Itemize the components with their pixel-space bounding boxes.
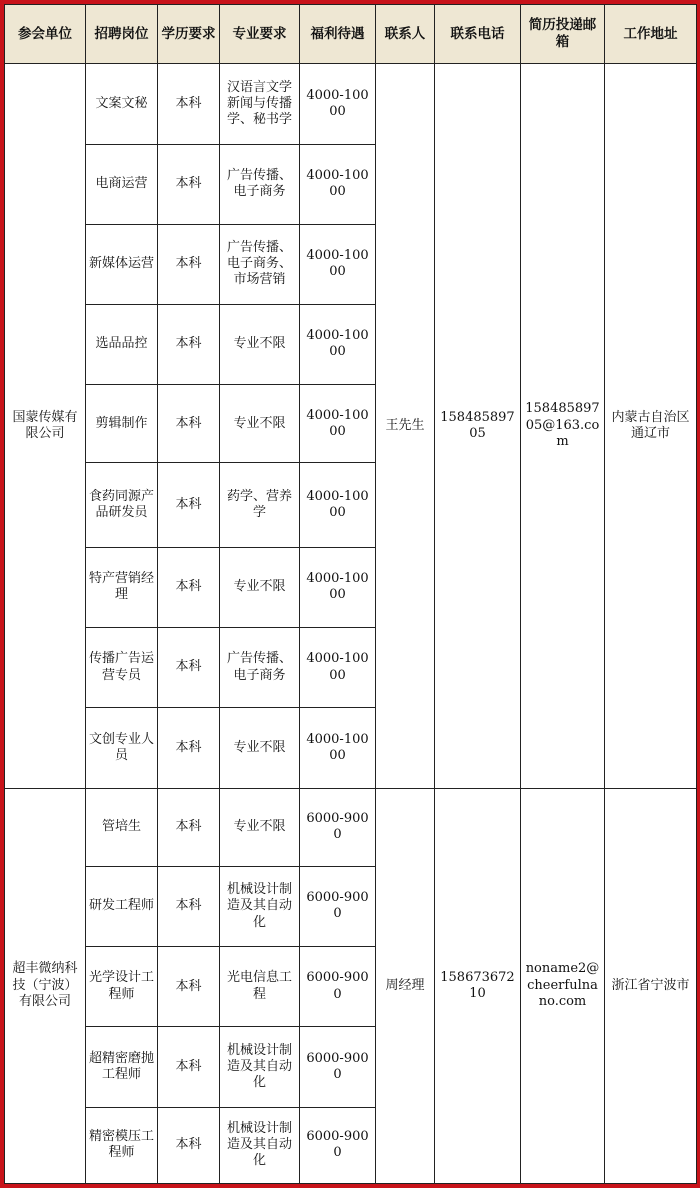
- table-row: [5, 788, 697, 866]
- job-salary: 4000-10000: [300, 304, 376, 384]
- contact-phone: 15867367210: [435, 788, 521, 1183]
- job-education: 本科: [158, 145, 220, 224]
- job-position: 文创专业人员: [86, 708, 158, 788]
- header-phone: 联系电话: [435, 5, 521, 64]
- job-salary: 4000-10000: [300, 224, 376, 304]
- job-salary: 4000-10000: [300, 145, 376, 224]
- job-salary: 4000-10000: [300, 627, 376, 707]
- contact-person: 周经理: [376, 788, 435, 1183]
- header-email: 简历投递邮箱: [521, 5, 605, 64]
- job-education: 本科: [158, 708, 220, 788]
- contact-person: 王先生: [376, 64, 435, 789]
- job-salary: 6000-9000: [300, 866, 376, 946]
- job-major: 专业不限: [220, 547, 300, 627]
- job-salary: 6000-9000: [300, 947, 376, 1027]
- job-position: 精密模压工程师: [86, 1107, 158, 1183]
- header-salary: 福利待遇: [300, 5, 376, 64]
- job-position: 超精密磨抛工程师: [86, 1027, 158, 1107]
- job-major: 机械设计制造及其自动化: [220, 1107, 300, 1183]
- job-salary: 6000-9000: [300, 1027, 376, 1107]
- job-education: 本科: [158, 866, 220, 946]
- job-education: 本科: [158, 463, 220, 547]
- resume-email: 15848589705@163.com: [521, 64, 605, 789]
- recruitment-table: [4, 4, 697, 1184]
- job-education: 本科: [158, 304, 220, 384]
- job-major: 广告传播、电子商务: [220, 145, 300, 224]
- job-education: 本科: [158, 947, 220, 1027]
- job-education: 本科: [158, 547, 220, 627]
- header-position: 招聘岗位: [86, 5, 158, 64]
- table-row: [5, 64, 697, 145]
- job-major: 专业不限: [220, 385, 300, 463]
- job-major: 广告传播、电子商务: [220, 627, 300, 707]
- job-position: 传播广告运营专员: [86, 627, 158, 707]
- header-row: [5, 5, 697, 64]
- job-education: 本科: [158, 224, 220, 304]
- job-education: 本科: [158, 1107, 220, 1183]
- job-position: 剪辑制作: [86, 385, 158, 463]
- job-major: 广告传播、电子商务、市场营销: [220, 224, 300, 304]
- resume-email: noname2@cheerfulnano.com: [521, 788, 605, 1183]
- contact-phone: 15848589705: [435, 64, 521, 789]
- job-position: 选品品控: [86, 304, 158, 384]
- header-contact: 联系人: [376, 5, 435, 64]
- job-salary: 4000-10000: [300, 708, 376, 788]
- header-company: 参会单位: [5, 5, 86, 64]
- job-education: 本科: [158, 788, 220, 866]
- job-major: 专业不限: [220, 304, 300, 384]
- job-education: 本科: [158, 1027, 220, 1107]
- job-major: 光电信息工程: [220, 947, 300, 1027]
- job-position: 文案文秘: [86, 64, 158, 145]
- job-position: 研发工程师: [86, 866, 158, 946]
- job-major: 药学、营养学: [220, 463, 300, 547]
- job-position: 新媒体运营: [86, 224, 158, 304]
- job-position: 特产营销经理: [86, 547, 158, 627]
- company-name: 国蒙传媒有限公司: [5, 64, 86, 789]
- work-address: 浙江省宁波市: [605, 788, 697, 1183]
- job-major: 机械设计制造及其自动化: [220, 1027, 300, 1107]
- job-salary: 4000-10000: [300, 463, 376, 547]
- job-salary: 4000-10000: [300, 64, 376, 145]
- work-address: 内蒙古自治区通辽市: [605, 64, 697, 789]
- job-position: 光学设计工程师: [86, 947, 158, 1027]
- job-education: 本科: [158, 64, 220, 145]
- header-major: 专业要求: [220, 5, 300, 64]
- job-major: 专业不限: [220, 788, 300, 866]
- header-education: 学历要求: [158, 5, 220, 64]
- header-address: 工作地址: [605, 5, 697, 64]
- job-salary: 4000-10000: [300, 385, 376, 463]
- job-position: 电商运营: [86, 145, 158, 224]
- job-salary: 4000-10000: [300, 547, 376, 627]
- job-major: 专业不限: [220, 708, 300, 788]
- job-salary: 6000-9000: [300, 1107, 376, 1183]
- job-major: 汉语言文学新闻与传播学、秘书学: [220, 64, 300, 145]
- job-major: 机械设计制造及其自动化: [220, 866, 300, 946]
- job-position: 管培生: [86, 788, 158, 866]
- job-education: 本科: [158, 385, 220, 463]
- job-position: 食药同源产品研发员: [86, 463, 158, 547]
- job-education: 本科: [158, 627, 220, 707]
- company-name: 超丰微纳科技（宁波）有限公司: [5, 788, 86, 1183]
- job-salary: 6000-9000: [300, 788, 376, 866]
